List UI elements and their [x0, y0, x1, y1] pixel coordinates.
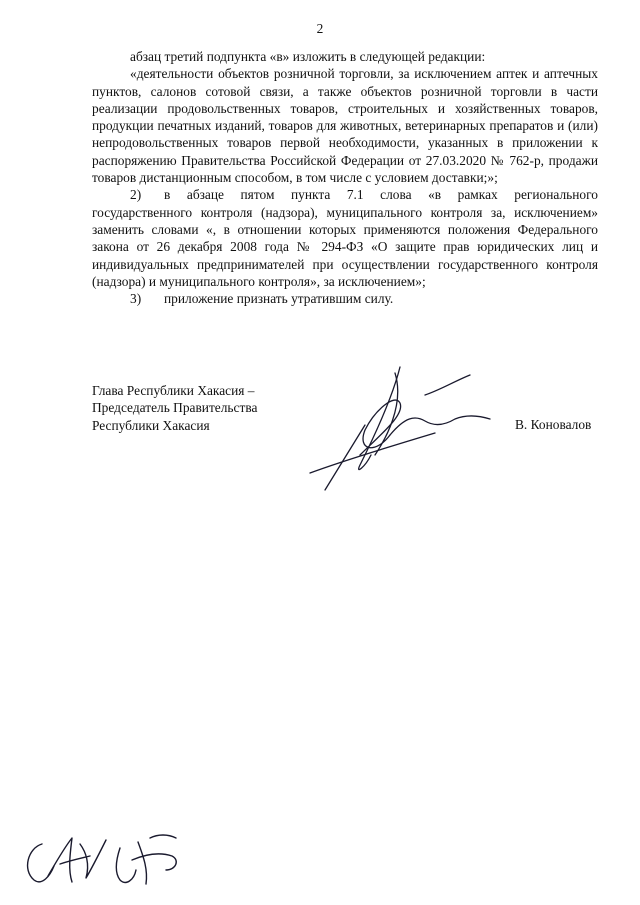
paragraph-intro: абзац третий подпункта «в» изложить в следующей редакции:	[130, 49, 486, 64]
list-item-first-line: в абзаце пятом пункта 7.1 слова «в рамках регионального	[164, 187, 598, 203]
list-item-3	[92, 290, 598, 307]
signatory-title-line: Председатель Правительства	[92, 400, 258, 416]
signatory-title	[92, 382, 257, 434]
list-item-text: приложение признать утратившим силу.	[164, 291, 394, 307]
list-item-continuation: государственного контроля (надзора), муниципального контроля за, исключением» заменить словами «, в отношении которых применяются положения Федерального закона от 26 декабря 2008 года № 294-ФЗ «О защите прав юридических лиц и индивидуальных предпринимателей при осуществлении государственного контроля (надзора) и муниципального контроля», за исключением»;	[92, 204, 598, 289]
signatory-name: В. Коновалов	[515, 417, 592, 432]
signatory-title-line: Глава Республики Хакасия –	[92, 383, 255, 398]
signatory-title-line: Республики Хакасия	[92, 417, 210, 433]
handwritten-initials	[20, 830, 190, 890]
page-number: 2	[316, 21, 324, 36]
list-item-2	[92, 186, 598, 290]
list-number: 3)	[130, 291, 142, 307]
paragraph-quoted-text: «деятельности объектов розничной торговли, за исключением аптек и аптечных пунктов, салонов сотовой связи, а также объектов розничной торговли в части реализации продовольственных товаров, строительных и хозяйственных товаров, продукции печатных изданий, товаров для животных, ветеринарных препаратов и (или) непродовольственных товаров первой необходимости, указанных в приложении к распоряжению Правительства Российской Федерации от 27.03.2020 № 762-р, продажи товаров дистанционным способом, в том числе с условием доставки;»;	[92, 66, 598, 186]
list-number: 2)	[130, 187, 142, 203]
document-body	[92, 48, 598, 307]
handwritten-signature	[305, 355, 505, 505]
